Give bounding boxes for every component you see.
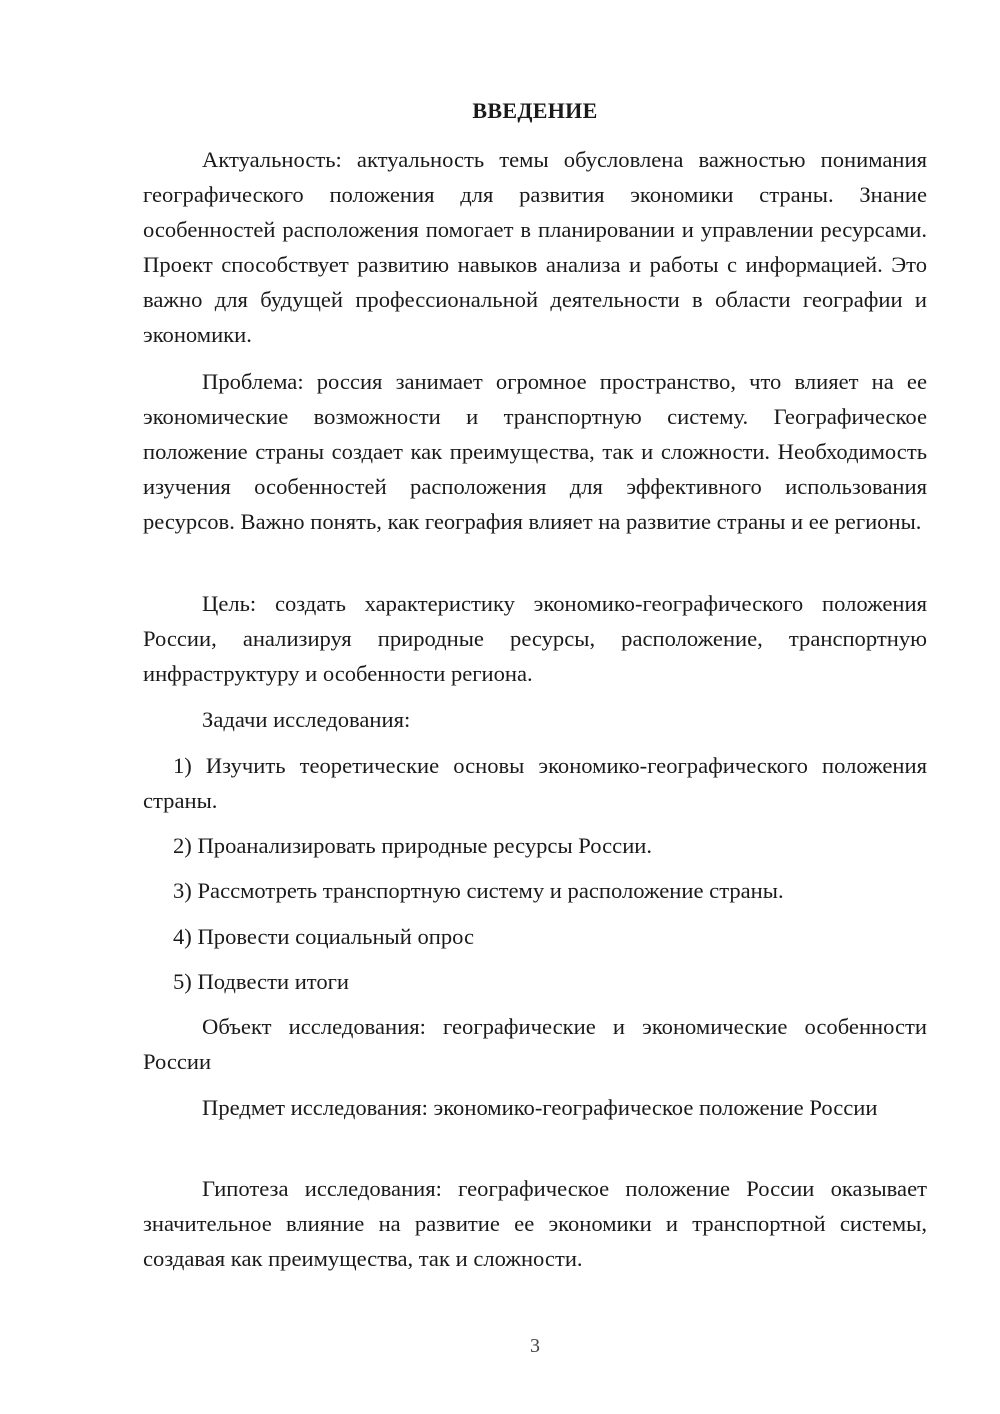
task-item-3: 3) Рассмотреть транспортную систему и расположение страны. [173, 878, 784, 903]
page-title: ВВЕДЕНИЕ [472, 98, 598, 123]
goal-paragraph: Цель: создать характеристику экономико-географического положения России, анализируя природные ресурсы, расположение, транспортную инфраструктуру и особенности региона. [143, 591, 927, 686]
problem-paragraph: Проблема: россия занимает огромное пространство, что влияет на ее экономические возможности и транспортную систему. Географическое положение страны создает как преимущества, так и сложности. Необходимость изучения особенностей расположения для эффективного использования ресурсов. Важно понять, как география влияет на развитие страны и ее регионы. [143, 369, 927, 534]
relevance-paragraph: Актуальность: актуальность темы обусловлена важностью понимания географического положения для развития экономики страны. Знание особенностей расположения помогает в планировании и управлении ресурсами. Проект способствует развитию навыков анализа и работы с информацией. Это важно для будущей профессиональной деятельности в области географии и экономики. [143, 147, 927, 347]
page-number: 3 [530, 1335, 540, 1357]
subject-paragraph: Предмет исследования: экономико-географическое положение России [202, 1095, 878, 1120]
task-item-1: 1) Изучить теоретические основы экономико-географического положения страны. [143, 753, 927, 813]
hypothesis-paragraph: Гипотеза исследования: географическое положение России оказывает значительное влияние на развитие ее экономики и транспортной системы, создавая как преимущества, так и сложности. [143, 1176, 927, 1271]
task-item-5: 5) Подвести итоги [173, 969, 350, 994]
task-item-2: 2) Проанализировать природные ресурсы России. [173, 833, 653, 858]
task-item-4: 4) Провести социальный опрос [173, 924, 475, 949]
tasks-heading: Задачи исследования: [202, 707, 411, 732]
object-paragraph: Объект исследования: географические и экономические особенности России [143, 1014, 927, 1074]
